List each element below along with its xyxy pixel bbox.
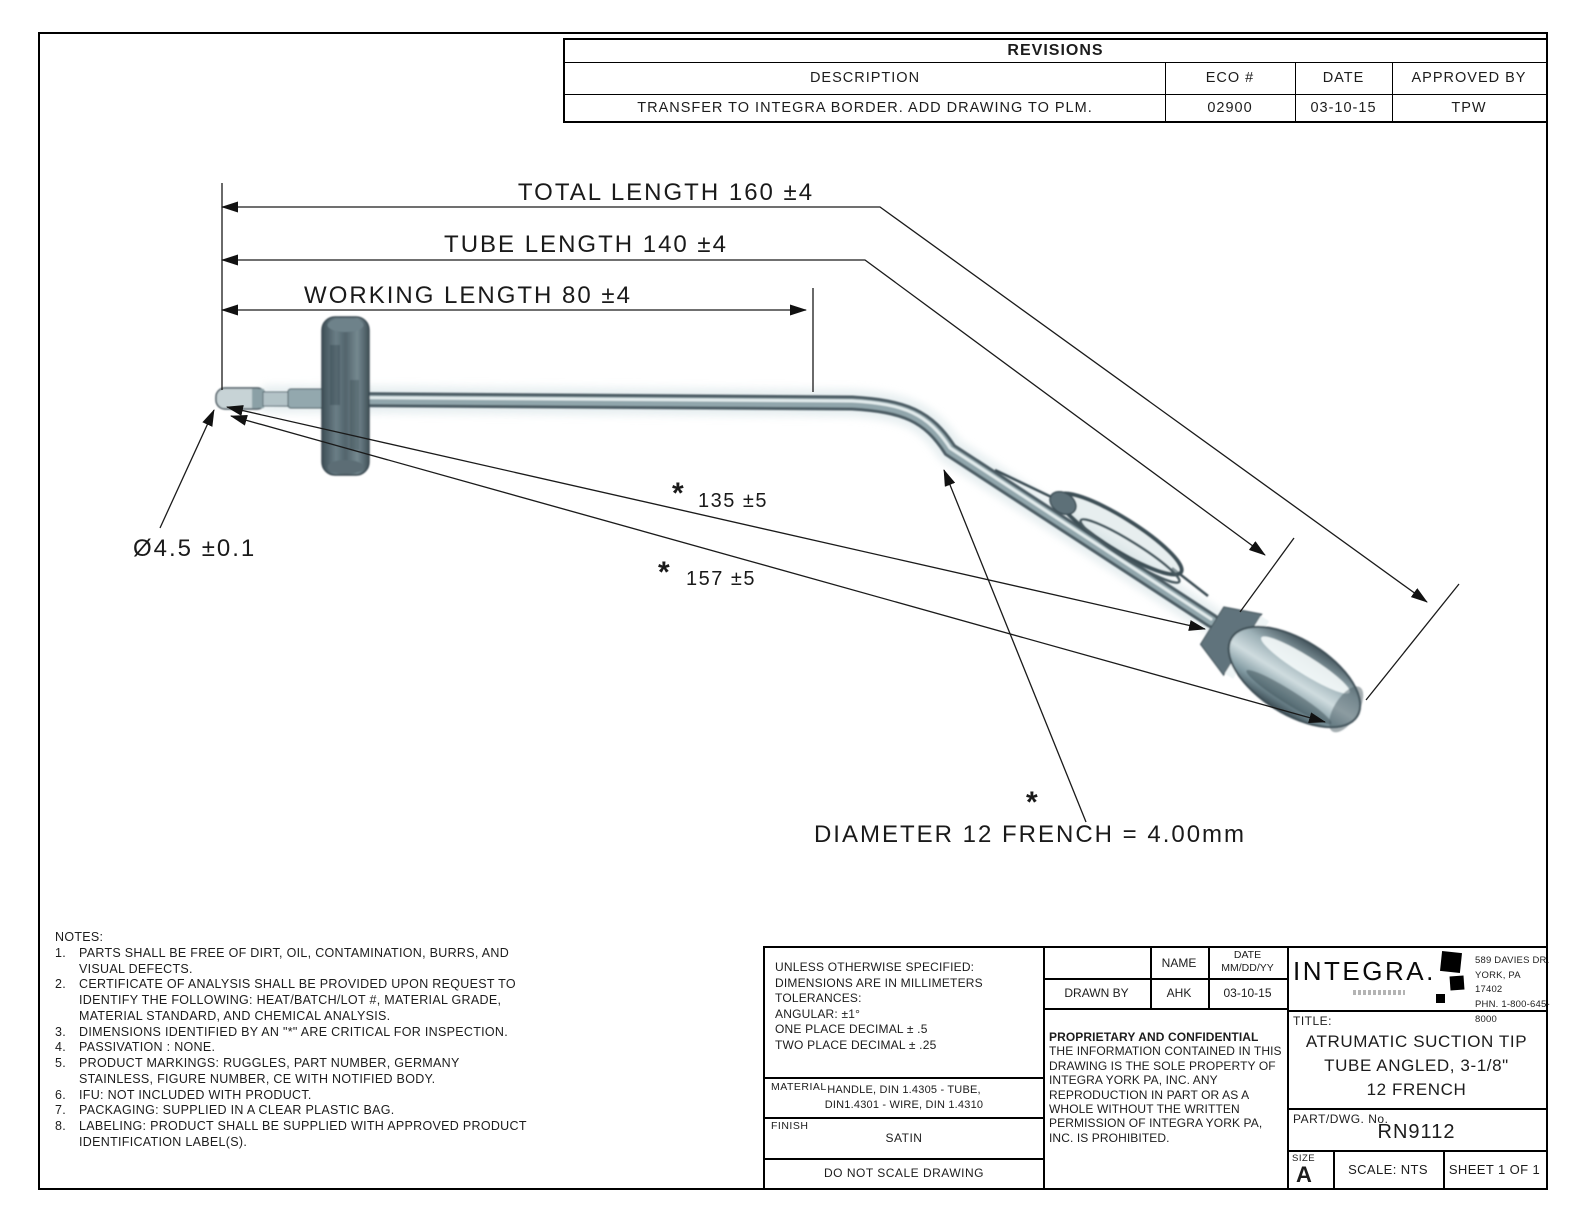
title-block xyxy=(763,946,1548,1190)
handle xyxy=(1193,594,1377,747)
tolerances-block xyxy=(775,960,1035,1054)
label-12-french: DIAMETER 12 FRENCH = 4.00mm xyxy=(813,821,1247,848)
integra-logo: INTEGRA. xyxy=(1293,956,1436,986)
ext-line-tube-length xyxy=(1240,538,1294,612)
rev-col-description: DESCRIPTION xyxy=(809,70,921,86)
label-157: 157 ±5 xyxy=(686,568,757,590)
note-number: 3. xyxy=(55,1024,67,1039)
approvals-name-header: NAME xyxy=(1161,956,1197,970)
material-line-1: HANDLE, DIN 1.4305 - TUBE, xyxy=(827,1084,981,1096)
logo-square-small xyxy=(1436,994,1445,1003)
tolerance-line: TOLERANCES: xyxy=(775,991,862,1006)
note-number: 8. xyxy=(55,1119,67,1133)
note-text: PACKAGING: SUPPLIED IN A CLEAR PLASTIC BAG. xyxy=(79,1103,395,1118)
finish-label: FINISH xyxy=(771,1120,809,1132)
title-line-3: 12 FRENCH xyxy=(1366,1080,1467,1100)
note-item xyxy=(55,1056,529,1088)
note-number: 5. xyxy=(55,1056,67,1070)
rev-row-eco: 02900 xyxy=(1207,99,1253,116)
note-text: IFU: NOT INCLUDED WITH PRODUCT. xyxy=(79,1087,312,1102)
note-number: 4. xyxy=(55,1040,67,1055)
label-135: 135 ±5 xyxy=(698,490,769,512)
logo-square-large xyxy=(1440,951,1462,973)
proprietary-block xyxy=(1049,1030,1283,1145)
note-item xyxy=(55,1103,529,1119)
tolerance-line: ANGULAR: ±1° xyxy=(775,1006,861,1021)
tolerance-line: ONE PLACE DECIMAL ± .5 xyxy=(775,1022,928,1037)
tb-hline-approvals-2 xyxy=(1043,1008,1287,1010)
proprietary-heading: PROPRIETARY AND CONFIDENTIAL xyxy=(1049,1030,1259,1044)
note-item xyxy=(55,1025,529,1041)
note-item xyxy=(55,946,529,978)
asterisk-157: * xyxy=(658,556,670,589)
rev-row-approved: TPW xyxy=(1451,99,1487,116)
title-label: TITLE: xyxy=(1293,1014,1333,1028)
tolerance-line: UNLESS OTHERWISE SPECIFIED: xyxy=(775,960,975,974)
scale-value: SCALE: NTS xyxy=(1348,1161,1428,1177)
note-number: 7. xyxy=(55,1103,67,1118)
asterisk-french: * xyxy=(1026,786,1038,819)
size-label: SIZE xyxy=(1292,1153,1316,1164)
finish-value: SATIN xyxy=(885,1131,923,1145)
label-tip-diameter: Ø4.5 ±0.1 xyxy=(133,535,257,562)
part-number: RN9112 xyxy=(1377,1120,1456,1143)
note-text: PRODUCT MARKINGS: RUGGLES, PART NUMBER, GERMANY STAINLESS, FIGURE NUMBER, CE WITH NOTIFIED BODY. xyxy=(79,1056,460,1086)
rev-col-eco: ECO # xyxy=(1205,70,1255,86)
drawn-by-label: DRAWN BY xyxy=(1064,986,1129,1000)
note-number: 2. xyxy=(55,977,67,992)
part-label: PART/DWG. No. xyxy=(1293,1112,1389,1126)
suction-instrument xyxy=(216,317,1377,748)
note-text: DIMENSIONS IDENTIFIED BY AN "*" ARE CRITICAL FOR INSPECTION. xyxy=(79,1024,509,1039)
note-text: PARTS SHALL BE FREE OF DIRT, OIL, CONTAMINATION, BURRS, AND VISUAL DEFECTS. xyxy=(79,945,510,976)
drawn-by-date: 03-10-15 xyxy=(1223,986,1272,1000)
rev-row-date: 03-10-15 xyxy=(1310,99,1377,116)
sheet-value: SHEET 1 OF 1 xyxy=(1448,1161,1541,1177)
tb-hline-material xyxy=(765,1077,1043,1079)
tolerance-line: DIMENSIONS ARE IN MILLIMETERS xyxy=(775,975,983,990)
label-working-length: WORKING LENGTH 80 ±4 xyxy=(304,282,632,309)
company-address xyxy=(1475,954,1550,1028)
logo-tagline-smudge xyxy=(1353,990,1405,995)
note-item xyxy=(55,1040,529,1056)
size-value: A xyxy=(1296,1162,1312,1187)
title-line-2: TUBE ANGLED, 3-1/8" xyxy=(1324,1056,1509,1076)
tolerance-line: TWO PLACE DECIMAL ± .25 xyxy=(775,1037,937,1052)
date-header-line-2: MM/DD/YY xyxy=(1221,962,1274,975)
logo-square-medium xyxy=(1450,976,1465,991)
do-not-scale-note: DO NOT SCALE DRAWING xyxy=(823,1166,985,1180)
notes-heading: NOTES: xyxy=(55,930,104,944)
tb-hline-part xyxy=(1287,1108,1546,1110)
label-tube-length: TUBE LENGTH 140 ±4 xyxy=(444,231,728,258)
leader-tip-diameter xyxy=(160,410,214,528)
cross-flange xyxy=(322,317,369,475)
drawn-by-name: AHK xyxy=(1166,986,1192,1000)
address-line-1: 589 DAVIES DR. xyxy=(1475,955,1550,966)
title-line-1: ATRUMATIC SUCTION TIP xyxy=(1305,1032,1528,1051)
date-header-line-1: DATE xyxy=(1233,949,1262,961)
material-value xyxy=(765,1083,1043,1113)
address-line-2: YORK, PA 17402 xyxy=(1475,969,1521,996)
note-text: PASSIVATION : NONE. xyxy=(79,1040,216,1055)
material-line-2: DIN1.4301 - WIRE, DIN 1.4310 xyxy=(824,1098,984,1111)
notes-block xyxy=(55,930,529,1151)
drawing-title xyxy=(1287,1030,1546,1102)
rev-col-approved: APPROVED BY xyxy=(1411,70,1527,86)
proprietary-body: THE INFORMATION CONTAINED IN THIS DRAWING IS THE SOLE PROPERTY OF INTEGRA YORK PA, INC. ANY REPRODUCTION IN PART OR AS A WHOLE WITHOUT THE WRITTEN PERMISSION OF INTEGRA YORK PA, INC. IS PROHIBITED. xyxy=(1049,1044,1282,1145)
address-line-3: PHN. 1-800-645-8000 xyxy=(1475,999,1550,1025)
note-item xyxy=(55,977,529,1024)
asterisk-135: * xyxy=(672,477,684,510)
note-item xyxy=(55,1119,529,1151)
label-total-length: TOTAL LENGTH 160 ±4 xyxy=(517,179,815,206)
revisions-table xyxy=(563,38,1548,123)
ext-line-total-length xyxy=(1366,584,1459,700)
note-text: LABELING: PRODUCT SHALL BE SUPPLIED WITH APPROVED PRODUCT IDENTIFICATION LABEL(S). xyxy=(79,1119,527,1149)
revisions-title: REVISIONS xyxy=(1007,42,1104,59)
note-text: CERTIFICATE OF ANALYSIS SHALL BE PROVIDED UPON REQUEST TO IDENTIFY THE FOLLOWING: HEAT/BATCH/LOT #, MATERIAL GRADE, MATERIAL STANDARD, AND CHEMICAL ANALYSIS. xyxy=(79,977,516,1023)
material-label: MATERIAL xyxy=(771,1081,827,1093)
approvals-date-header xyxy=(1208,949,1287,978)
rev-row-description: TRANSFER TO INTEGRA BORDER. ADD DRAWING TO PLM. xyxy=(637,99,1093,116)
note-number: 6. xyxy=(55,1087,67,1102)
rev-col-date: DATE xyxy=(1322,70,1365,86)
tb-hline-finish xyxy=(765,1117,1043,1119)
note-number: 1. xyxy=(55,945,67,960)
note-item xyxy=(55,1088,529,1104)
